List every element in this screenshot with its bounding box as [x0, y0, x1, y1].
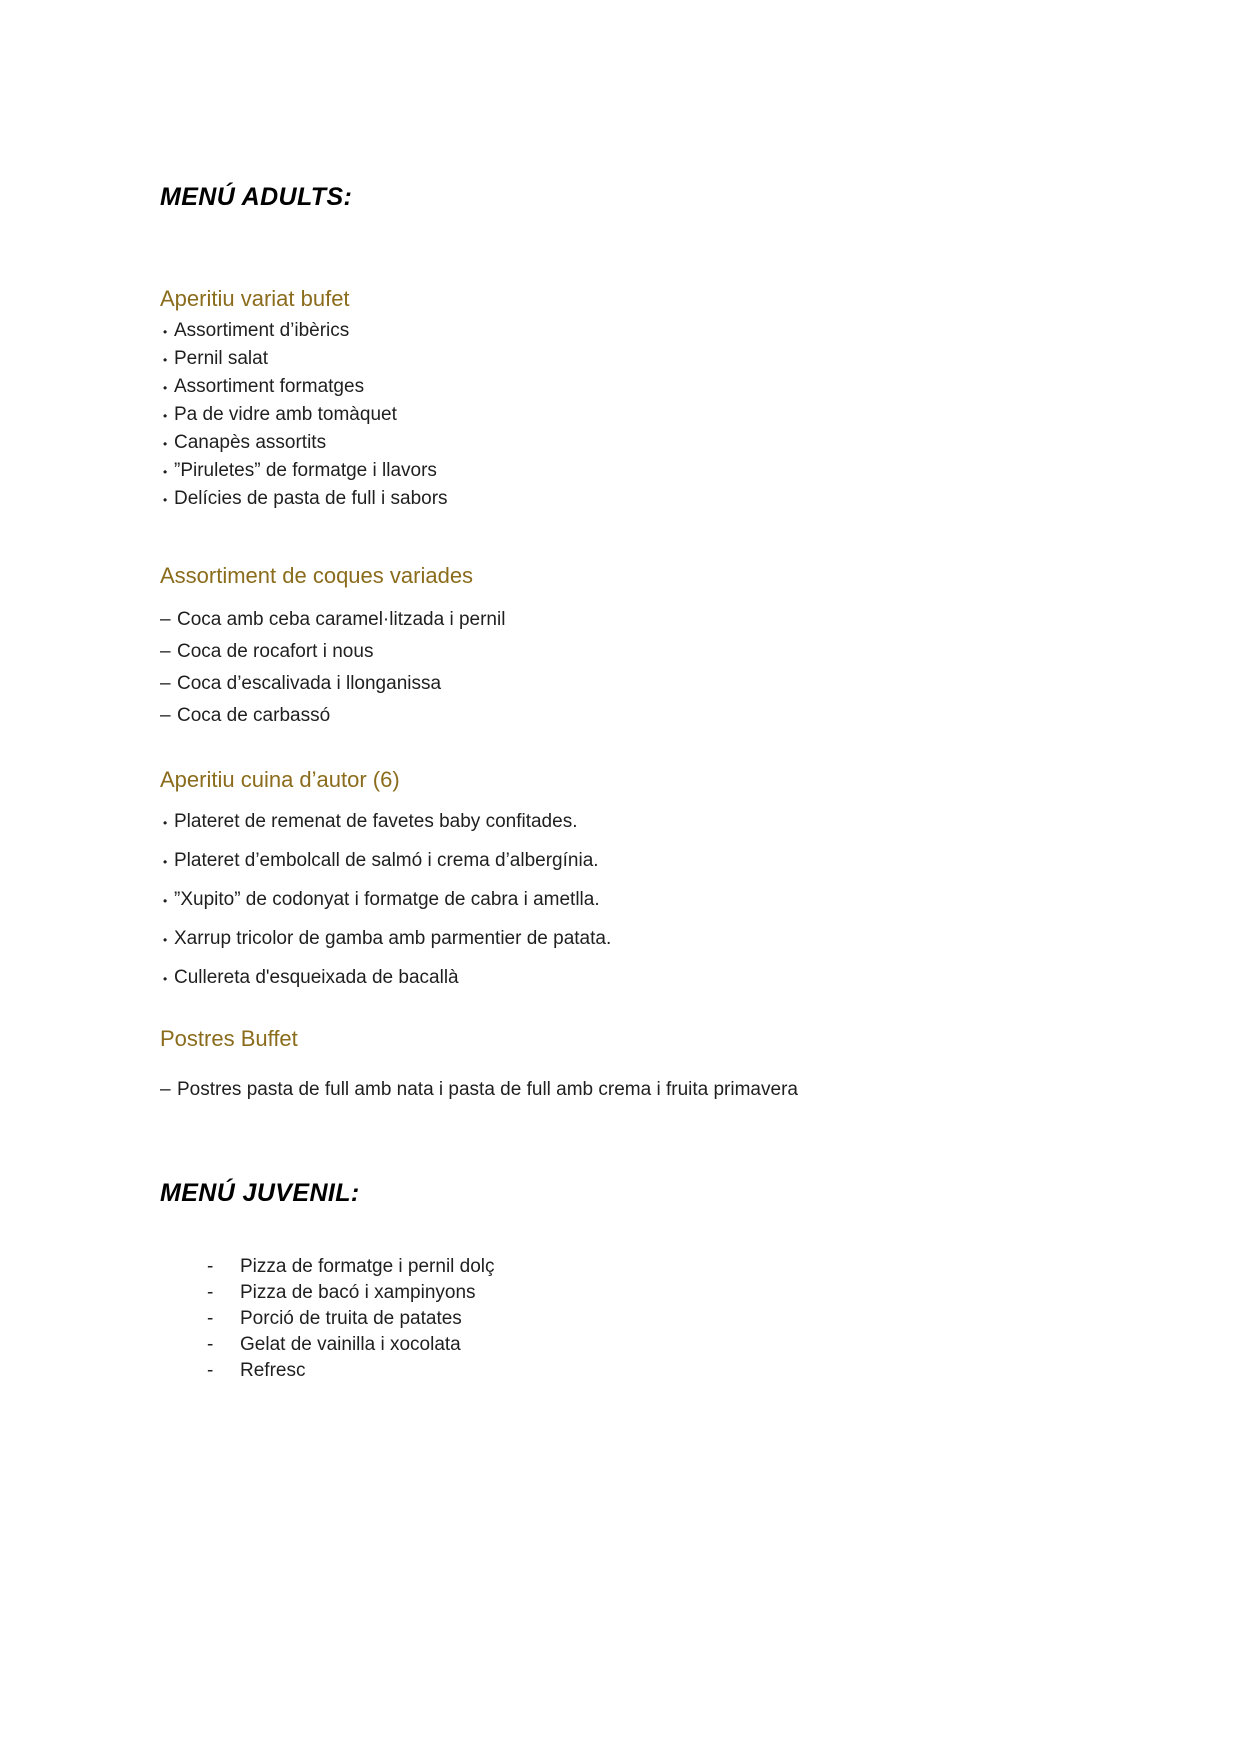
menu-list-item: [207, 1256, 1121, 1278]
bullet-marker: •: [163, 381, 168, 395]
menu-list-item: [160, 320, 1121, 343]
bullet-marker: •: [163, 325, 168, 339]
dash-marker: –: [160, 1079, 171, 1100]
section-aperitiu-bufet: [160, 286, 1121, 511]
menu-item-text: ”Piruletes” de formatge i llavors: [174, 460, 437, 481]
bullet-marker: •: [163, 816, 168, 830]
section-heading-cuina-autor: Aperitiu cuina d’autor (6): [160, 767, 400, 792]
menu-item-text: Postres pasta de full amb nata i pasta de full amb crema i fruita primavera: [177, 1079, 798, 1100]
juvenil-menu-title: MENÚ JUVENIL:: [160, 1179, 360, 1207]
postres-buffet-list: [160, 1079, 1121, 1101]
menu-item-text: Assortiment formatges: [174, 376, 365, 397]
menu-list-item: [160, 488, 1121, 511]
menu-item-text: Delícies de pasta de full i sabors: [174, 488, 448, 509]
menu-list-item: [207, 1334, 1121, 1356]
menu-item-text: Assortiment d’ibèrics: [174, 320, 350, 341]
menu-list-item: [160, 705, 1121, 727]
menu-list-item: [160, 641, 1121, 663]
menu-list-item: [160, 460, 1121, 483]
bullet-marker: •: [163, 933, 168, 947]
menu-item-text: ”Xupito” de codonyat i formatge de cabra i ametlla.: [174, 889, 600, 910]
menu-list-item: [160, 609, 1121, 631]
menu-item-text: Pizza de formatge i pernil dolç: [240, 1256, 495, 1277]
section-postres-buffet: [160, 1026, 1121, 1101]
adults-menu-title: MENÚ ADULTS:: [160, 183, 353, 211]
menu-item-text: Plateret d’embolcall de salmó i crema d’albergínia.: [174, 850, 599, 871]
dash-marker: –: [160, 609, 171, 630]
dash-marker: –: [160, 705, 171, 726]
bullet-marker: •: [163, 437, 168, 451]
bullet-marker: •: [163, 894, 168, 908]
cuina-autor-list: [160, 811, 1121, 990]
section-cuina-autor: [160, 767, 1121, 990]
hyphen-marker: -: [207, 1308, 214, 1329]
menu-item-text: Pa de vidre amb tomàquet: [174, 404, 397, 425]
menu-list-item: [207, 1360, 1121, 1382]
juvenil-menu-list: [160, 1256, 1121, 1382]
bullet-marker: •: [163, 353, 168, 367]
menu-list-item: [160, 850, 1121, 873]
menu-list-item: [160, 673, 1121, 695]
menu-item-text: Coca amb ceba caramel·litzada i pernil: [177, 609, 506, 630]
menu-item-text: Pizza de bacó i xampinyons: [240, 1282, 476, 1303]
menu-list-item: [160, 928, 1121, 951]
bullet-marker: •: [163, 409, 168, 423]
section-heading-aperitiu-bufet: Aperitiu variat bufet: [160, 286, 350, 311]
menu-list-item: [160, 1079, 1121, 1101]
menu-list-item: [160, 889, 1121, 912]
menu-item-text: Coca de rocafort i nous: [177, 641, 374, 662]
menu-item-text: Plateret de remenat de favetes baby confitades.: [174, 811, 578, 832]
bullet-marker: •: [163, 465, 168, 479]
menu-item-text: Refresc: [240, 1360, 306, 1381]
menu-item-text: Gelat de vainilla i xocolata: [240, 1334, 461, 1355]
menu-list-item: [160, 348, 1121, 371]
menu-item-text: Xarrup tricolor de gamba amb parmentier de patata.: [174, 928, 612, 949]
aperitiu-bufet-list: [160, 320, 1121, 511]
menu-list-item: [160, 432, 1121, 455]
menu-item-text: Porció de truita de patates: [240, 1308, 462, 1329]
menu-item-text: Coca de carbassó: [177, 705, 331, 726]
menu-item-text: Coca d’escalivada i llonganissa: [177, 673, 442, 694]
bullet-marker: •: [163, 972, 168, 986]
hyphen-marker: -: [207, 1334, 214, 1355]
hyphen-marker: -: [207, 1256, 214, 1277]
menu-list-item: [207, 1282, 1121, 1304]
menu-list-item: [160, 811, 1121, 834]
bullet-marker: •: [163, 855, 168, 869]
dash-marker: –: [160, 641, 171, 662]
hyphen-marker: -: [207, 1360, 214, 1381]
section-heading-postres-buffet: Postres Buffet: [160, 1026, 298, 1051]
section-heading-coques-variades: Assortiment de coques variades: [160, 563, 474, 588]
menu-list-item: [160, 376, 1121, 399]
dash-marker: –: [160, 673, 171, 694]
menu-item-text: Pernil salat: [174, 348, 268, 369]
coques-variades-list: [160, 609, 1121, 727]
menu-list-item: [160, 404, 1121, 427]
bullet-marker: •: [163, 493, 168, 507]
menu-list-item: [160, 967, 1121, 990]
hyphen-marker: -: [207, 1282, 214, 1303]
menu-item-text: Canapès assortits: [174, 432, 327, 453]
menu-item-text: Cullereta d'esqueixada de bacallà: [174, 967, 459, 988]
menu-list-item: [207, 1308, 1121, 1330]
section-coques-variades: [160, 563, 1121, 727]
